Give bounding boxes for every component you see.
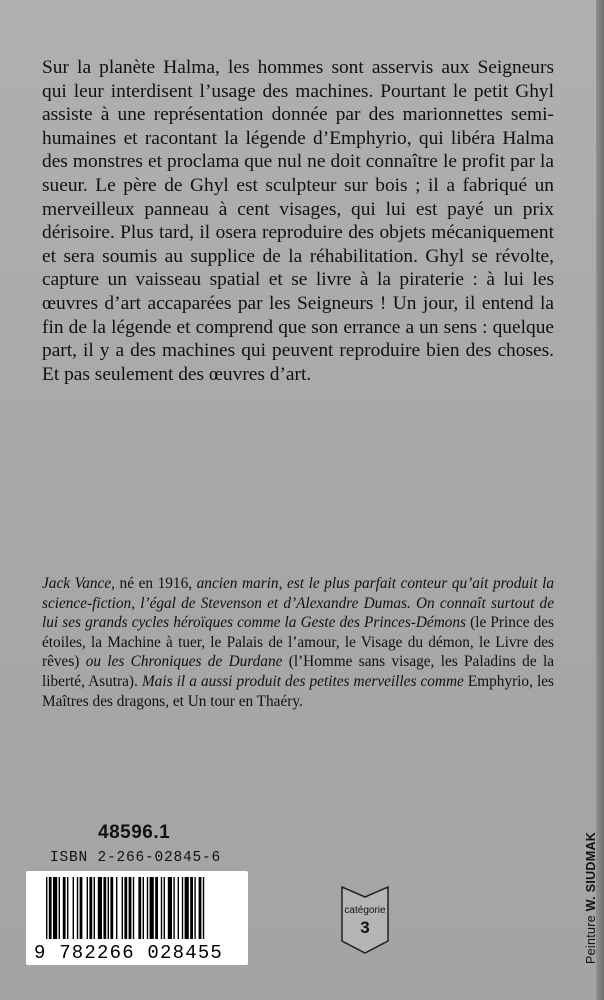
barcode-bar [190,877,193,939]
barcode-bar [203,877,204,939]
barcode-bar [77,877,78,939]
barcode-bar [103,877,106,939]
barcode-bar [89,877,92,939]
barcode-bar [116,877,117,939]
barcode-bar [168,877,172,939]
barcode-bar [155,877,158,939]
author-name: Jack Vance [42,575,112,592]
barcode-bar [110,877,113,939]
credit-prefix: Peinture [584,911,598,964]
barcode-bar [87,877,88,939]
barcode-bar [173,877,174,939]
barcode-bar [59,877,60,939]
barcode-bar [161,877,162,939]
barcode-bar [178,877,179,939]
synopsis-text: Sur la planète Halma, les hommes sont asservis aux Seigneurs qui leur interdisent l’usage des machines. Pourtant le petit Ghyl assiste à une représentation donnée par des marionnettes semi-humaines et racontant la légende d’Emphyrio, qui libéra Halma des monstres et proclama que nul ne doit connaître le profit par la sueur. Le père de Ghyl est sculpteur sur bois ; il a fabriqué un merveilleux panneau à cent visages, qui lui est payé un prix dérisoire. Plus tard, il osera reproduire des objets mécaniquement et sera soumis au supplice de la réhabilitation. Ghyl se révolte, capture un vaisseau spatial et se livre à la piraterie : à lui les œuvres d’art accaparées par les Seigneurs ! Un jour, il entend la fin de la légende et comprend que son errance a un sens : quelque part, il y a des machines qui peuvent reproduire bien des choses. Et pas seulement des œuvres d’art. [42,57,554,385]
barcode-bar [164,877,165,939]
bio-part-3: (l’Homme sans visage, les Paladins de la liberté, Asutra). [42,653,554,690]
barcode-bar [63,877,66,939]
credit-artist: W. SIUDMAK [584,831,598,912]
barcode-bar [46,877,47,939]
barcode-bar [49,877,52,939]
category-number: 3 [360,918,370,937]
bio-part-1: , né en 1916, [111,575,197,592]
barcode-bar [129,877,132,939]
barcode-bar [67,877,68,939]
bio-italic-1: ancien marin, est le plus parfait conteur qu’ait produit la science-fiction, l’égal de Stevenson et d’Alexandre Dumas. On connaît surtout de lui ses grands cycles héroïques comme la Geste des Princes-Démons [42,575,554,632]
bio-italic-2: ou les Chroniques de Durdane [85,653,283,671]
barcode-bar [80,877,83,939]
barcode-bar [98,877,102,939]
barcode-bar [185,877,189,939]
cover-art-credit [584,832,598,964]
barcode-bar [138,877,141,939]
barcode-bar [122,877,123,939]
barcode-digits: 9 782266 028455 [34,942,224,964]
barcode-bar [133,877,134,939]
bio-part-2: (le Prince des étoiles, la Machine à tuer, le Palais de l’amour, le Visage du démon, le Livre des rêves) [42,614,555,671]
catalog-code: 48596.1 [98,822,171,843]
barcode-bar [124,877,127,939]
bio-italic-3: Mais il a aussi produit des petites merveilles comme [141,672,464,690]
barcode-bar [147,877,148,939]
barcode-bar [182,877,183,939]
barcode-bar [194,877,195,939]
barcode-bar [199,877,202,939]
barcode-bar [53,877,57,939]
barcode-bar [150,877,154,939]
isbn: ISBN 2-266-02845-6 [50,850,222,866]
barcode-bar [143,877,144,939]
bio-part-4: Emphyrio, les Maîtres des dragons, et Un tour en Thaéry. [42,672,554,710]
barcode-bar [108,877,109,939]
barcode [26,871,248,965]
category-label: catégorie [344,905,386,916]
barcode-bar [94,877,95,939]
barcode-bar [73,877,74,939]
author-bio [42,574,554,711]
